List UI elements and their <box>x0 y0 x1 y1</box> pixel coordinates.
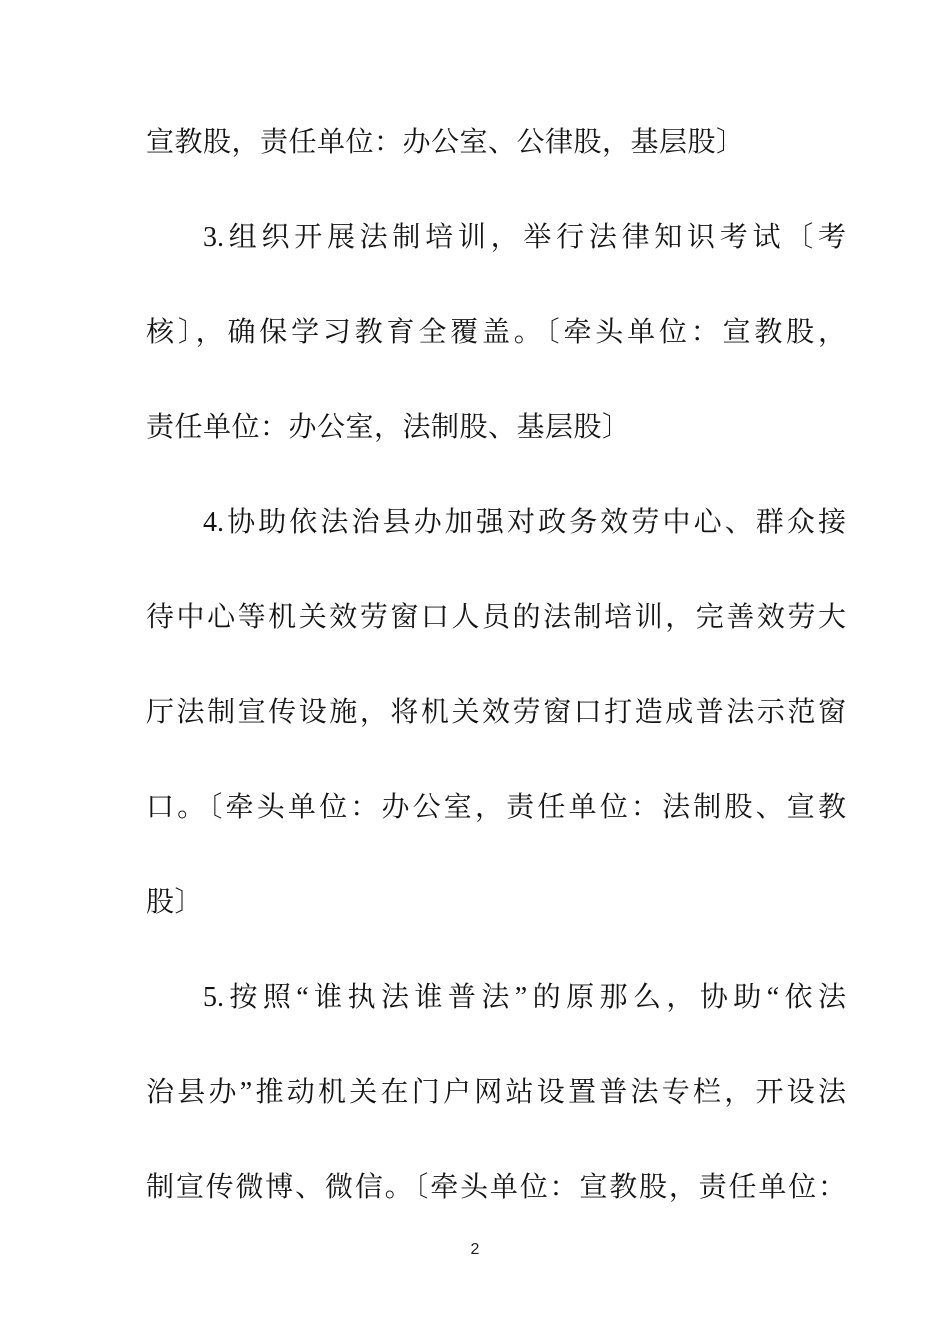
text-line-12: 制宣传微博、微信。〔牵头单位：宣教股，责任单位： <box>146 1172 846 1203</box>
text-line-1: 宣教股，责任单位：办公室、公律股，基层股〕 <box>146 127 745 158</box>
text-line-7: 厅法制宣传设施，将机关效劳窗口打造成普法示范窗 <box>146 697 846 728</box>
text-line-6: 待中心等机关效劳窗口人员的法制培训，完善效劳大 <box>146 602 846 633</box>
text-line-10: 5.按照“谁执法谁普法”的原那么，协助“依法 <box>203 982 846 1013</box>
text-line-9: 股〕 <box>146 887 204 918</box>
text-line-3: 核〕，确保学习教育全覆盖。〔牵头单位：宣教股， <box>146 317 846 348</box>
text-line-5: 4.协助依法治县办加强对政务效劳中心、群众接 <box>203 507 846 538</box>
text-line-2: 3.组织开展法制培训，举行法律知识考试〔考 <box>203 222 846 253</box>
text-block <box>146 95 846 1235</box>
text-line-4: 责任单位：办公室，法制股、基层股〕 <box>146 412 631 443</box>
page-number: 2 <box>470 1241 480 1258</box>
text-line-11: 治县办”推动机关在门户网站设置普法专栏，开设法 <box>146 1077 846 1108</box>
text-line-8: 口。〔牵头单位：办公室，责任单位：法制股、宣教 <box>146 792 846 823</box>
